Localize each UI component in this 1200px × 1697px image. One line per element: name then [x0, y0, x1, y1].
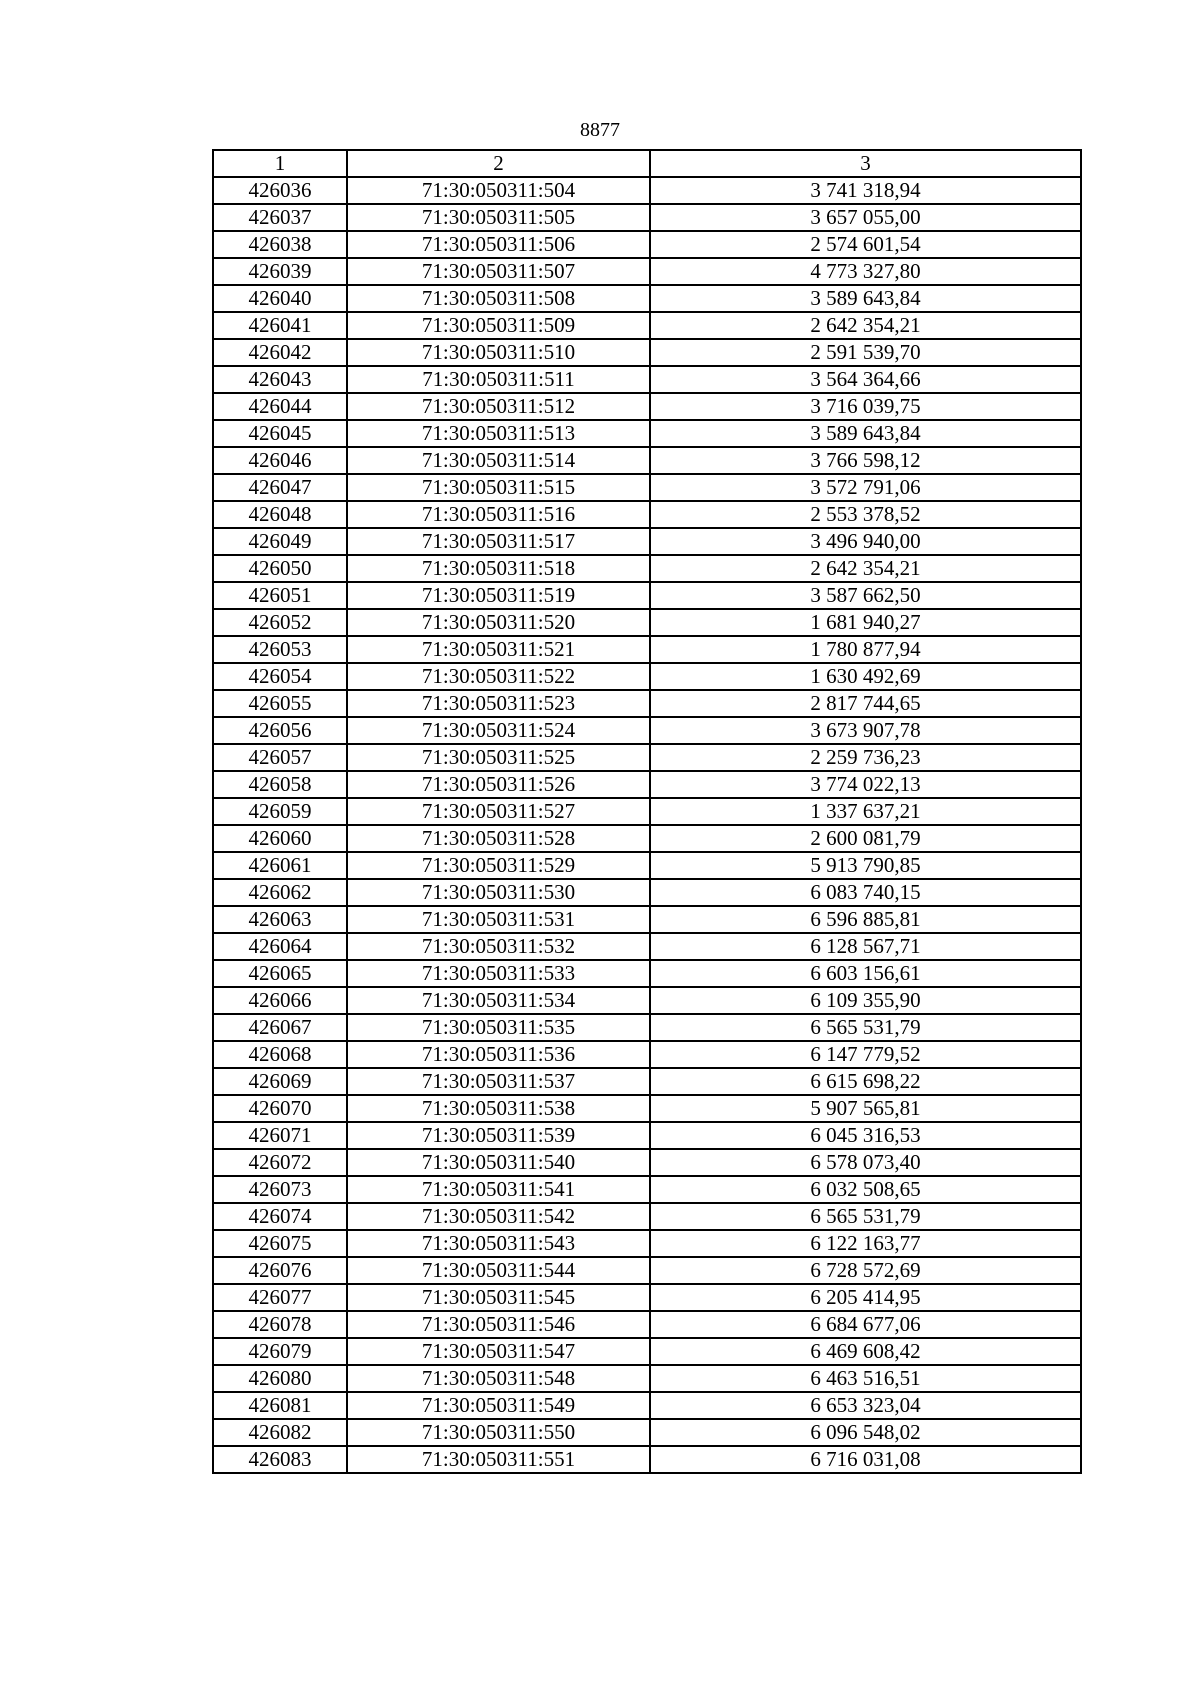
value-cell: 3 657 055,00	[650, 204, 1081, 231]
value-cell: 3 766 598,12	[650, 447, 1081, 474]
cadastral-number-cell: 71:30:050311:509	[347, 312, 650, 339]
cadastral-number-cell: 71:30:050311:512	[347, 393, 650, 420]
row-number-cell: 426043	[213, 366, 347, 393]
table-row	[213, 906, 1081, 933]
table-row	[213, 528, 1081, 555]
table-row	[213, 339, 1081, 366]
cadastral-number-cell: 71:30:050311:550	[347, 1419, 650, 1446]
table-row	[213, 258, 1081, 285]
cadastral-number-cell: 71:30:050311:522	[347, 663, 650, 690]
table-row	[213, 231, 1081, 258]
cadastral-number-cell: 71:30:050311:544	[347, 1257, 650, 1284]
table-row	[213, 501, 1081, 528]
value-cell: 3 496 940,00	[650, 528, 1081, 555]
table-row	[213, 933, 1081, 960]
row-number-cell: 426079	[213, 1338, 347, 1365]
row-number-cell: 426074	[213, 1203, 347, 1230]
row-number-cell: 426039	[213, 258, 347, 285]
cadastral-number-cell: 71:30:050311:547	[347, 1338, 650, 1365]
row-number-cell: 426073	[213, 1176, 347, 1203]
row-number-cell: 426042	[213, 339, 347, 366]
table-row	[213, 1392, 1081, 1419]
cadastral-number-cell: 71:30:050311:515	[347, 474, 650, 501]
table-row	[213, 393, 1081, 420]
table-row	[213, 1203, 1081, 1230]
row-number-cell: 426063	[213, 906, 347, 933]
cadastral-number-cell: 71:30:050311:527	[347, 798, 650, 825]
value-cell: 1 780 877,94	[650, 636, 1081, 663]
cadastral-number-cell: 71:30:050311:534	[347, 987, 650, 1014]
table-row	[213, 1122, 1081, 1149]
table-row	[213, 366, 1081, 393]
table-row	[213, 1068, 1081, 1095]
value-cell: 6 615 698,22	[650, 1068, 1081, 1095]
table-row	[213, 771, 1081, 798]
column-header-1: 1	[213, 150, 347, 177]
table-row	[213, 177, 1081, 204]
value-cell: 6 596 885,81	[650, 906, 1081, 933]
value-cell: 6 684 677,06	[650, 1311, 1081, 1338]
value-cell: 3 564 364,66	[650, 366, 1081, 393]
cadastral-number-cell: 71:30:050311:548	[347, 1365, 650, 1392]
value-cell: 2 591 539,70	[650, 339, 1081, 366]
value-cell: 2 642 354,21	[650, 312, 1081, 339]
value-cell: 3 587 662,50	[650, 582, 1081, 609]
value-cell: 5 913 790,85	[650, 852, 1081, 879]
table-row	[213, 879, 1081, 906]
value-cell: 1 630 492,69	[650, 663, 1081, 690]
table-row	[213, 1338, 1081, 1365]
cadastral-number-cell: 71:30:050311:551	[347, 1446, 650, 1473]
value-cell: 6 716 031,08	[650, 1446, 1081, 1473]
value-cell: 3 673 907,78	[650, 717, 1081, 744]
value-cell: 3 774 022,13	[650, 771, 1081, 798]
row-number-cell: 426070	[213, 1095, 347, 1122]
table-row	[213, 447, 1081, 474]
table-row	[213, 474, 1081, 501]
cadastral-number-cell: 71:30:050311:528	[347, 825, 650, 852]
cadastral-number-cell: 71:30:050311:530	[347, 879, 650, 906]
cadastral-number-cell: 71:30:050311:538	[347, 1095, 650, 1122]
data-table	[212, 149, 1082, 1474]
cadastral-number-cell: 71:30:050311:541	[347, 1176, 650, 1203]
table-row	[213, 420, 1081, 447]
table-row	[213, 744, 1081, 771]
cadastral-number-cell: 71:30:050311:508	[347, 285, 650, 312]
row-number-cell: 426044	[213, 393, 347, 420]
column-header-2: 2	[347, 150, 650, 177]
value-cell: 1 337 637,21	[650, 798, 1081, 825]
cadastral-number-cell: 71:30:050311:531	[347, 906, 650, 933]
cadastral-number-cell: 71:30:050311:506	[347, 231, 650, 258]
value-cell: 6 565 531,79	[650, 1014, 1081, 1041]
cadastral-number-cell: 71:30:050311:517	[347, 528, 650, 555]
table-row	[213, 1176, 1081, 1203]
table-row	[213, 1149, 1081, 1176]
value-cell: 6 728 572,69	[650, 1257, 1081, 1284]
row-number-cell: 426064	[213, 933, 347, 960]
value-cell: 4 773 327,80	[650, 258, 1081, 285]
value-cell: 6 469 608,42	[650, 1338, 1081, 1365]
value-cell: 6 463 516,51	[650, 1365, 1081, 1392]
row-number-cell: 426059	[213, 798, 347, 825]
value-cell: 3 572 791,06	[650, 474, 1081, 501]
row-number-cell: 426062	[213, 879, 347, 906]
row-number-cell: 426061	[213, 852, 347, 879]
table-row	[213, 798, 1081, 825]
value-cell: 2 574 601,54	[650, 231, 1081, 258]
row-number-cell: 426065	[213, 960, 347, 987]
row-number-cell: 426046	[213, 447, 347, 474]
row-number-cell: 426060	[213, 825, 347, 852]
cadastral-number-cell: 71:30:050311:510	[347, 339, 650, 366]
value-cell: 2 642 354,21	[650, 555, 1081, 582]
cadastral-number-cell: 71:30:050311:524	[347, 717, 650, 744]
table-row	[213, 1257, 1081, 1284]
value-cell: 6 205 414,95	[650, 1284, 1081, 1311]
cadastral-number-cell: 71:30:050311:539	[347, 1122, 650, 1149]
row-number-cell: 426081	[213, 1392, 347, 1419]
table-row	[213, 555, 1081, 582]
cadastral-number-cell: 71:30:050311:504	[347, 177, 650, 204]
row-number-cell: 426072	[213, 1149, 347, 1176]
value-cell: 6 045 316,53	[650, 1122, 1081, 1149]
cadastral-number-cell: 71:30:050311:540	[347, 1149, 650, 1176]
value-cell: 6 578 073,40	[650, 1149, 1081, 1176]
cadastral-number-cell: 71:30:050311:529	[347, 852, 650, 879]
cadastral-number-cell: 71:30:050311:507	[347, 258, 650, 285]
cadastral-number-cell: 71:30:050311:525	[347, 744, 650, 771]
cadastral-number-cell: 71:30:050311:533	[347, 960, 650, 987]
row-number-cell: 426047	[213, 474, 347, 501]
table-row	[213, 1230, 1081, 1257]
table-row	[213, 960, 1081, 987]
cadastral-number-cell: 71:30:050311:536	[347, 1041, 650, 1068]
table-row	[213, 825, 1081, 852]
value-cell: 1 681 940,27	[650, 609, 1081, 636]
value-cell: 6 109 355,90	[650, 987, 1081, 1014]
cadastral-number-cell: 71:30:050311:546	[347, 1311, 650, 1338]
value-cell: 2 259 736,23	[650, 744, 1081, 771]
row-number-cell: 426038	[213, 231, 347, 258]
row-number-cell: 426076	[213, 1257, 347, 1284]
cadastral-number-cell: 71:30:050311:521	[347, 636, 650, 663]
table-row	[213, 1041, 1081, 1068]
row-number-cell: 426068	[213, 1041, 347, 1068]
cadastral-number-cell: 71:30:050311:545	[347, 1284, 650, 1311]
row-number-cell: 426071	[213, 1122, 347, 1149]
table-row	[213, 663, 1081, 690]
value-cell: 2 553 378,52	[650, 501, 1081, 528]
value-cell: 3 741 318,94	[650, 177, 1081, 204]
table-row	[213, 204, 1081, 231]
table-row	[213, 987, 1081, 1014]
cadastral-number-cell: 71:30:050311:516	[347, 501, 650, 528]
row-number-cell: 426083	[213, 1446, 347, 1473]
value-cell: 2 600 081,79	[650, 825, 1081, 852]
row-number-cell: 426037	[213, 204, 347, 231]
table-row	[213, 1365, 1081, 1392]
row-number-cell: 426036	[213, 177, 347, 204]
cadastral-number-cell: 71:30:050311:543	[347, 1230, 650, 1257]
value-cell: 6 032 508,65	[650, 1176, 1081, 1203]
table-header-row	[213, 150, 1081, 177]
value-cell: 6 096 548,02	[650, 1419, 1081, 1446]
row-number-cell: 426048	[213, 501, 347, 528]
column-header-3: 3	[650, 150, 1081, 177]
table-row	[213, 312, 1081, 339]
cadastral-number-cell: 71:30:050311:513	[347, 420, 650, 447]
row-number-cell: 426052	[213, 609, 347, 636]
cadastral-number-cell: 71:30:050311:526	[347, 771, 650, 798]
cadastral-number-cell: 71:30:050311:520	[347, 609, 650, 636]
table-body	[213, 177, 1081, 1473]
row-number-cell: 426041	[213, 312, 347, 339]
table-row	[213, 852, 1081, 879]
row-number-cell: 426049	[213, 528, 347, 555]
cadastral-number-cell: 71:30:050311:535	[347, 1014, 650, 1041]
table-row	[213, 1014, 1081, 1041]
row-number-cell: 426058	[213, 771, 347, 798]
table-row	[213, 609, 1081, 636]
page-number: 8877	[580, 119, 620, 141]
cadastral-number-cell: 71:30:050311:511	[347, 366, 650, 393]
row-number-cell: 426053	[213, 636, 347, 663]
row-number-cell: 426054	[213, 663, 347, 690]
cadastral-number-cell: 71:30:050311:514	[347, 447, 650, 474]
value-cell: 6 147 779,52	[650, 1041, 1081, 1068]
row-number-cell: 426078	[213, 1311, 347, 1338]
cadastral-number-cell: 71:30:050311:537	[347, 1068, 650, 1095]
table-row	[213, 717, 1081, 744]
row-number-cell: 426080	[213, 1365, 347, 1392]
table-row	[213, 1419, 1081, 1446]
value-cell: 2 817 744,65	[650, 690, 1081, 717]
row-number-cell: 426077	[213, 1284, 347, 1311]
table-row	[213, 1095, 1081, 1122]
table-row	[213, 1311, 1081, 1338]
table-row	[213, 1284, 1081, 1311]
table-row	[213, 582, 1081, 609]
cadastral-number-cell: 71:30:050311:532	[347, 933, 650, 960]
table-row	[213, 1446, 1081, 1473]
row-number-cell: 426082	[213, 1419, 347, 1446]
row-number-cell: 426056	[213, 717, 347, 744]
value-cell: 6 128 567,71	[650, 933, 1081, 960]
value-cell: 3 589 643,84	[650, 420, 1081, 447]
row-number-cell: 426057	[213, 744, 347, 771]
row-number-cell: 426066	[213, 987, 347, 1014]
value-cell: 3 716 039,75	[650, 393, 1081, 420]
row-number-cell: 426067	[213, 1014, 347, 1041]
row-number-cell: 426040	[213, 285, 347, 312]
table-row	[213, 690, 1081, 717]
table-row	[213, 285, 1081, 312]
cadastral-number-cell: 71:30:050311:523	[347, 690, 650, 717]
value-cell: 3 589 643,84	[650, 285, 1081, 312]
value-cell: 5 907 565,81	[650, 1095, 1081, 1122]
cadastral-number-cell: 71:30:050311:542	[347, 1203, 650, 1230]
row-number-cell: 426075	[213, 1230, 347, 1257]
cadastral-number-cell: 71:30:050311:505	[347, 204, 650, 231]
row-number-cell: 426069	[213, 1068, 347, 1095]
value-cell: 6 122 163,77	[650, 1230, 1081, 1257]
cadastral-number-cell: 71:30:050311:518	[347, 555, 650, 582]
cadastral-number-cell: 71:30:050311:519	[347, 582, 650, 609]
value-cell: 6 565 531,79	[650, 1203, 1081, 1230]
row-number-cell: 426055	[213, 690, 347, 717]
value-cell: 6 653 323,04	[650, 1392, 1081, 1419]
value-cell: 6 083 740,15	[650, 879, 1081, 906]
row-number-cell: 426051	[213, 582, 347, 609]
row-number-cell: 426050	[213, 555, 347, 582]
table-row	[213, 636, 1081, 663]
cadastral-number-cell: 71:30:050311:549	[347, 1392, 650, 1419]
value-cell: 6 603 156,61	[650, 960, 1081, 987]
row-number-cell: 426045	[213, 420, 347, 447]
